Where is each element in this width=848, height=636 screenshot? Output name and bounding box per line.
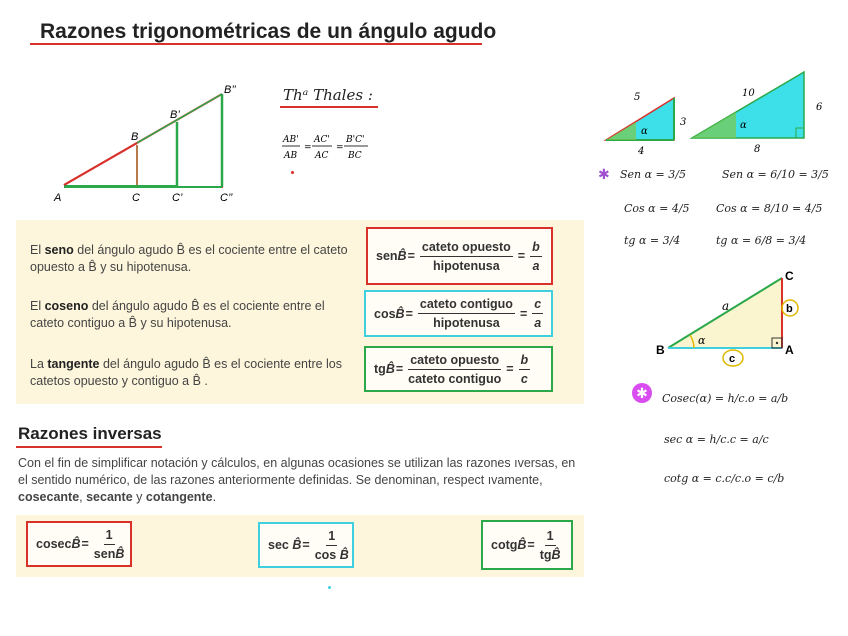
hw-cosec-line: Cosec(α) = h/c.o = a/b — [662, 392, 789, 405]
cyan-dot — [328, 586, 331, 589]
label-b: B — [131, 131, 139, 143]
hw-small-cos: Cos α = 4/5 — [624, 202, 690, 215]
hw-small-sen: Sen α = 3/5 — [620, 168, 686, 181]
hw-ratio-num-3: B'C' — [346, 135, 365, 145]
abc-angle-label: α — [698, 334, 706, 347]
hw-large-sen: Sen α = 6/10 = 3/5 — [722, 168, 829, 181]
label-b-prime: B’ — [170, 109, 180, 121]
large-hyp-label: 10 — [742, 88, 755, 99]
inverse-ratios-paragraph: Con el fin de simplificar notación y cálculos, en algunas ocasiones se utilizan las razones ıversas, en el sentido numérico, de las razones anteriormente definidas. Se denominan, respect ıvamente, cosecante, secante y cotangente. — [18, 456, 576, 504]
hw-small-tg: tg α = 3/4 — [624, 234, 681, 247]
small-angle-label: α — [641, 126, 648, 137]
hw-large-tg: tg α = 6/8 = 3/4 — [716, 234, 807, 247]
page-title: Razones trigonométricas de un ángulo agudo — [40, 20, 497, 43]
sec-formula-box: sec B̂ = $\frac{1}{\text{cos B̂}}$ — [258, 522, 354, 568]
hw-triangle-abc — [654, 266, 804, 370]
cosine-formula-box: cos B̂ = $\frac{\text{cateto contiguo}}{\text{hipotenusa}}$ = $\frac{c}{a}$ — [364, 290, 553, 337]
hw-ratio-den-2: AC — [315, 151, 329, 161]
title-underline — [30, 43, 482, 45]
sine-formula-box: sen B̂ = $\frac{\text{cateto opuesto}}{\text{hipotenusa}}$ = $\frac{b}{a}$ — [366, 227, 553, 285]
abc-label-c-side: c — [729, 353, 736, 365]
abc-label-b-vertex: B — [656, 343, 665, 357]
small-hyp-label: 5 — [634, 92, 641, 103]
small-opp-label: 3 — [680, 117, 687, 128]
red-dot — [291, 171, 294, 174]
thales-diagram — [50, 80, 250, 210]
svg-text:=: = — [304, 143, 312, 153]
cosec-formula-box: cosec B̂ = $\frac{1}{\text{senB̂}}$ — [26, 521, 132, 567]
svg-text:=: = — [336, 143, 344, 153]
hw-similar-triangles — [596, 70, 846, 160]
hw-ratio-num-2: AC' — [314, 135, 330, 145]
definition-sine: El seno del ángulo agudo B̂ es el cociente entre el cateto opuesto a B̂ y su hipotenusa. — [30, 243, 348, 274]
inverse-ratios-underline — [16, 446, 162, 448]
abc-label-a-vertex: A — [785, 343, 794, 357]
large-angle-label: α — [740, 120, 747, 131]
inverse-ratios-heading: Razones inversas — [18, 424, 162, 443]
tangent-formula-box: tg B̂ = $\frac{\text{cateto opuesto}}{\text{cateto contiguo}}$ = $\frac{b}{c}$ — [364, 346, 553, 392]
label-c: C — [132, 192, 140, 204]
hw-thales-title: Thᵃ Thales : — [283, 86, 373, 104]
small-triangle — [606, 98, 674, 140]
large-adj-label: 8 — [754, 144, 761, 155]
definition-cosine: El coseno del ángulo agudo B̂ es el cociente entre el cateto contiguo a B̂ y su hipotenusa. — [30, 299, 325, 330]
abc-label-b-side: b — [786, 303, 793, 315]
hw-ratio-num-1: AB' — [283, 135, 299, 145]
abc-label-a-side: a — [722, 299, 730, 313]
cotg-formula-box: cotg B̂ = $\frac{1}{\text{tgB̂}}$ — [481, 520, 573, 570]
purple-marker-icon: ✱ — [632, 383, 652, 403]
abc-label-c-vertex: C — [785, 269, 794, 283]
asterisk-icon: ✱ — [598, 166, 610, 182]
label-a: A — [54, 192, 62, 204]
large-opp-label: 6 — [816, 102, 823, 113]
definition-tangent: La tangente del ángulo agudo B̂ es el cociente entre los catetos opuesto y contiguo a B̂ . — [30, 357, 343, 388]
hw-ratio-den-3: BC — [348, 151, 362, 161]
hw-ratio-den-1: AB — [284, 151, 298, 161]
label-c-double-prime: C’’ — [220, 192, 233, 204]
hw-cotg-line: cotg α = c.c/c.o = c/b — [664, 472, 785, 485]
hw-large-cos: Cos α = 8/10 = 4/5 — [716, 202, 823, 215]
small-adj-label: 4 — [638, 146, 645, 157]
hw-thales-underline — [280, 106, 378, 108]
hw-thales-ratio — [280, 128, 380, 168]
hw-sec-line: sec α = h/c.c = a/c — [664, 433, 769, 446]
label-c-prime: C’ — [172, 192, 183, 204]
label-b-double-prime: B’’ — [224, 84, 236, 96]
